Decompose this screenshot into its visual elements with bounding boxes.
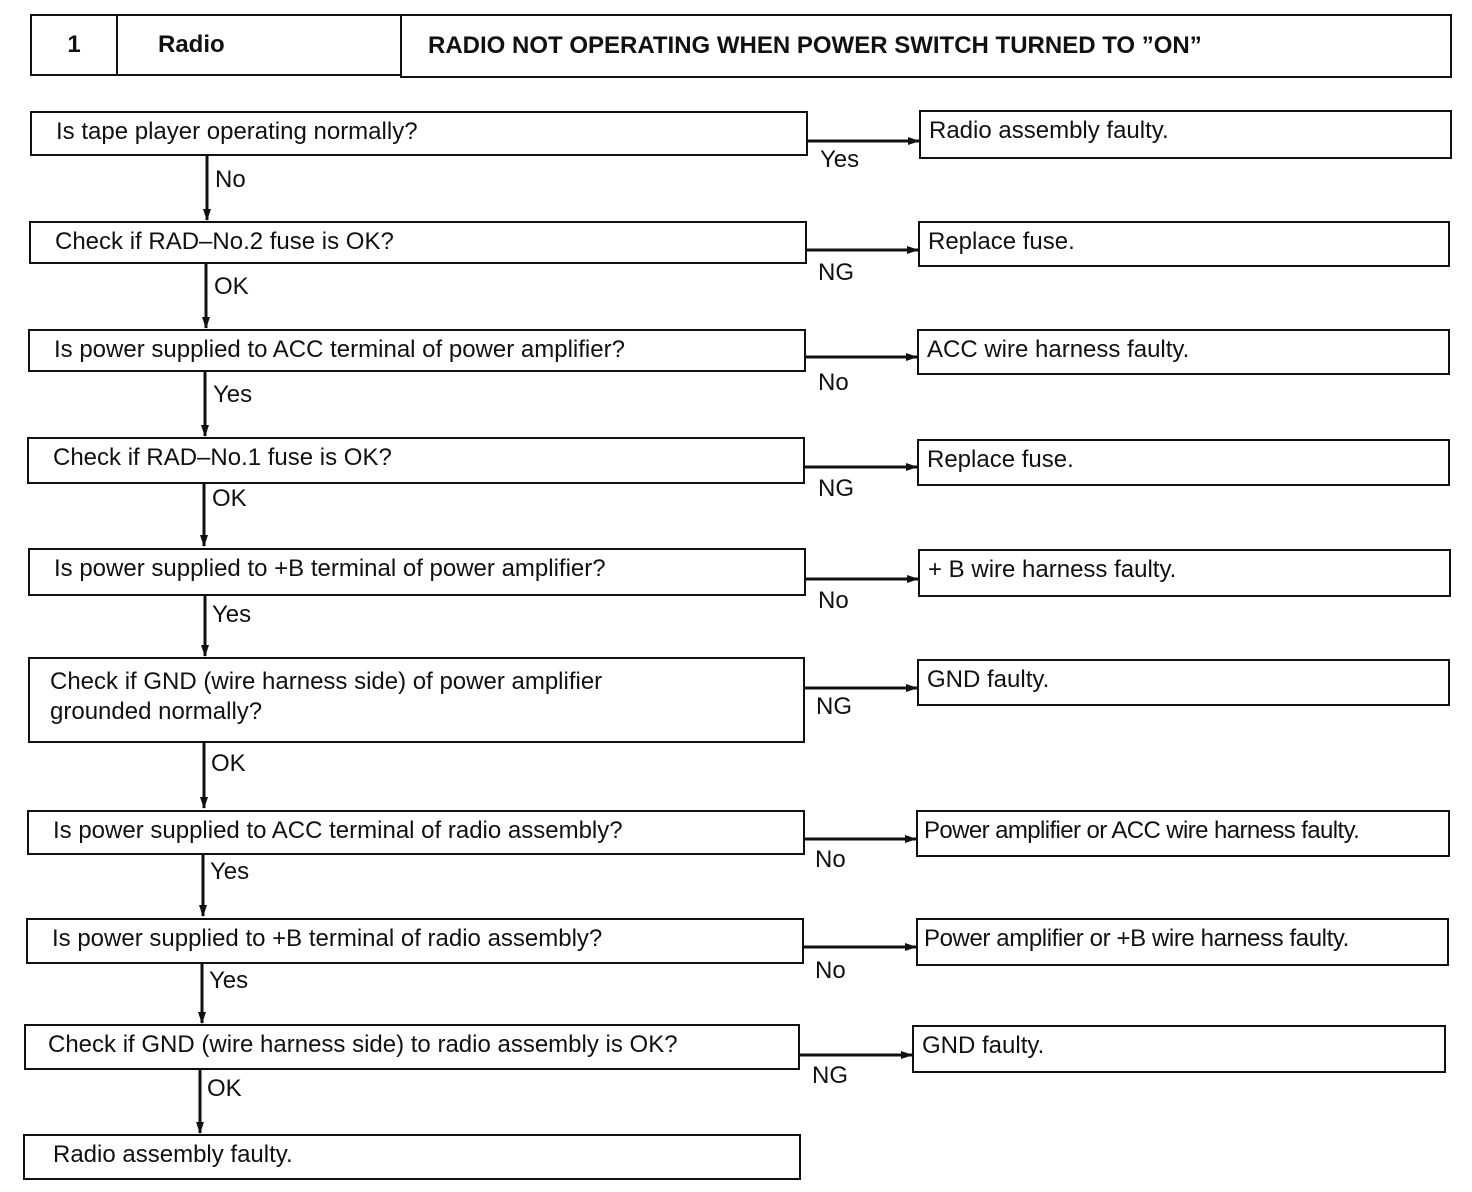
down-label-1: No [215, 166, 246, 193]
decision-box-4 [27, 437, 805, 484]
page-title: RADIO NOT OPERATING WHEN POWER SWITCH TURNED TO ”ON” [428, 32, 1202, 59]
decision-text: Is power supplied to +B terminal of radio assembly? [52, 925, 603, 952]
decision-text: Is power supplied to +B terminal of power amplifier? [54, 555, 606, 582]
result-box-8 [916, 918, 1449, 966]
decision-box-8 [26, 918, 804, 964]
result-box-1 [919, 110, 1452, 159]
result-text: ACC wire harness faulty. [927, 336, 1190, 363]
decision-text: Check if RAD–No.1 fuse is OK? [53, 444, 392, 471]
down-label-6: OK [211, 750, 246, 777]
result-text: Radio assembly faulty. [929, 117, 1169, 144]
branch-label-2: NG [818, 259, 854, 286]
result-text: GND faulty. [922, 1032, 1045, 1059]
decision-box-2 [29, 221, 807, 264]
down-label-5: Yes [212, 601, 252, 628]
decision-box-5 [28, 548, 806, 596]
result-box-4 [917, 439, 1450, 486]
result-box-7 [916, 810, 1450, 857]
result-text: Power amplifier or ACC wire harness faulty. [924, 817, 1360, 844]
branch-label-3: No [818, 369, 849, 396]
branch-label-9: NG [812, 1062, 848, 1089]
decision-box-3 [28, 329, 806, 372]
branch-label-8: No [815, 957, 846, 984]
decision-text: Check if GND (wire harness side) of power amplifier grounded normally? [50, 668, 603, 725]
down-label-2: OK [214, 273, 249, 300]
branch-label-1: Yes [820, 146, 860, 173]
branch-label-5: No [818, 587, 849, 614]
result-text: Replace fuse. [927, 446, 1074, 473]
result-text: Replace fuse. [928, 228, 1075, 255]
decision-text: Is power supplied to ACC terminal of power amplifier? [54, 336, 625, 363]
result-text: GND faulty. [927, 666, 1050, 693]
header-section: Radio [158, 31, 225, 58]
decision-box-7 [27, 810, 805, 855]
branch-label-6: NG [816, 693, 852, 720]
result-box-5 [918, 549, 1451, 597]
result-box-2 [918, 221, 1450, 267]
result-box-9 [912, 1025, 1446, 1073]
decision-text: Check if GND (wire harness side) to radio assembly is OK? [48, 1031, 678, 1058]
down-label-8: Yes [209, 967, 249, 994]
result-box-6 [917, 659, 1450, 706]
header-number: 1 [67, 31, 81, 58]
decision-box-1 [30, 111, 808, 156]
down-label-7: Yes [210, 858, 250, 885]
result-text: Power amplifier or +B wire harness faulty. [924, 925, 1349, 952]
result-text: + B wire harness faulty. [928, 556, 1177, 583]
decision-text: Check if RAD–No.2 fuse is OK? [55, 228, 394, 255]
decision-box-6 [28, 657, 805, 743]
down-label-3: Yes [213, 381, 253, 408]
final-result-text: Radio assembly faulty. [53, 1141, 293, 1168]
result-box-3 [917, 329, 1450, 375]
decision-box-9 [24, 1024, 800, 1070]
decision-text: Is tape player operating normally? [56, 118, 418, 145]
down-label-4: OK [212, 485, 247, 512]
branch-label-4: NG [818, 475, 854, 502]
down-label-9: OK [207, 1075, 242, 1102]
branch-label-7: No [815, 846, 846, 873]
final-result-box [23, 1134, 801, 1180]
decision-text: Is power supplied to ACC terminal of radio assembly? [53, 817, 623, 844]
